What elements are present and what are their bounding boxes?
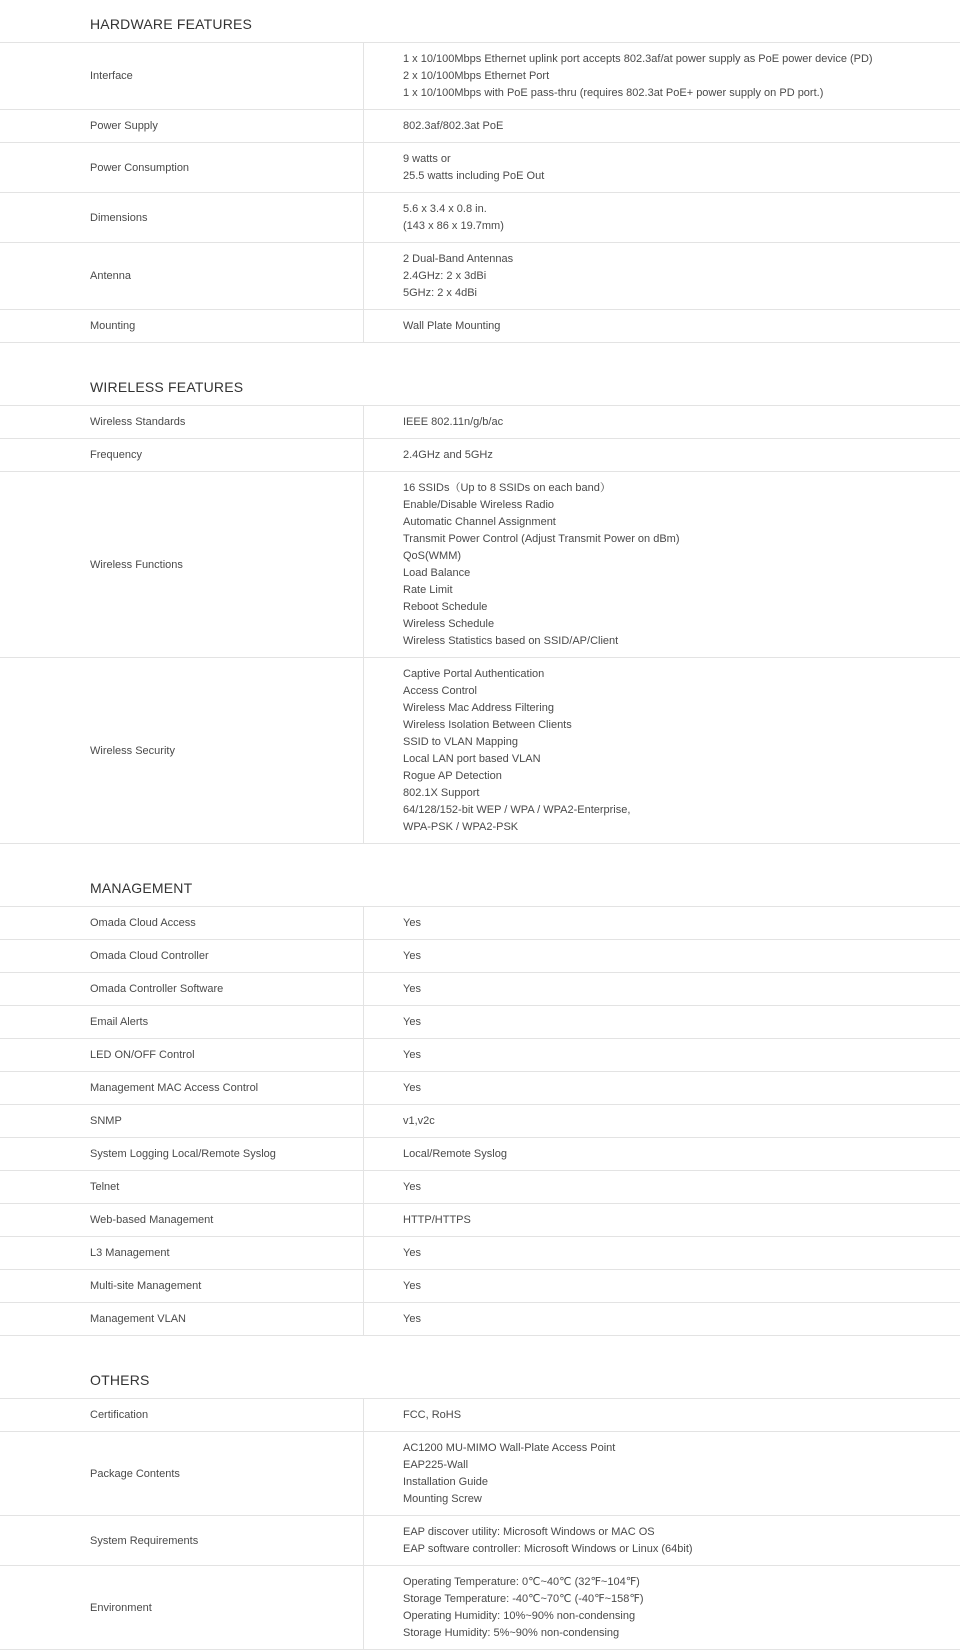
spec-value-line: 1 x 10/100Mbps Ethernet uplink port accepts 802.3af/at power supply as PoE power device (PD) bbox=[403, 52, 873, 65]
spec-row-omada-controller-software bbox=[0, 973, 960, 1006]
spec-value-line: Yes bbox=[403, 1246, 421, 1259]
spec-value-line: Yes bbox=[403, 1048, 421, 1061]
spec-value bbox=[364, 1566, 960, 1649]
spec-row-snmp bbox=[0, 1105, 960, 1138]
spec-value bbox=[364, 1303, 960, 1335]
spec-row-omada-cloud-access bbox=[0, 907, 960, 940]
section-header bbox=[0, 343, 960, 406]
spec-value-line: 25.5 watts including PoE Out bbox=[403, 169, 545, 182]
spec-value-line: EAP225-Wall bbox=[403, 1458, 469, 1471]
spec-row-power-consumption bbox=[0, 143, 960, 193]
section-title: MANAGEMENT bbox=[90, 880, 193, 896]
spec-value-line: Storage Temperature: -40℃~70℃ (-40℉~158℉) bbox=[403, 1592, 644, 1605]
spec-value-line: HTTP/HTTPS bbox=[403, 1213, 471, 1226]
spec-value-line: 802.3af/802.3at PoE bbox=[403, 119, 504, 132]
spec-value-line: Yes bbox=[403, 916, 421, 929]
spec-row-web-based-management bbox=[0, 1204, 960, 1237]
spec-row-wireless-functions bbox=[0, 472, 960, 658]
section-header bbox=[0, 844, 960, 907]
spec-value-line: Rate Limit bbox=[403, 583, 453, 596]
spec-row-management-mac-access-control bbox=[0, 1072, 960, 1105]
spec-value-line: Load Balance bbox=[403, 566, 471, 579]
spec-value bbox=[364, 193, 960, 242]
spec-label: Telnet bbox=[0, 1171, 364, 1203]
spec-label: Power Consumption bbox=[0, 143, 364, 192]
spec-value-line: Automatic Channel Assignment bbox=[403, 515, 556, 528]
spec-value bbox=[364, 1399, 960, 1431]
spec-value bbox=[364, 1072, 960, 1104]
spec-value-line: 2.4GHz and 5GHz bbox=[403, 448, 493, 461]
spec-value bbox=[364, 110, 960, 142]
spec-value-line: 5GHz: 2 x 4dBi bbox=[403, 286, 477, 299]
spec-value-line: Installation Guide bbox=[403, 1475, 488, 1488]
spec-value bbox=[364, 973, 960, 1005]
spec-value-line: Wireless Mac Address Filtering bbox=[403, 701, 554, 714]
spec-section-management bbox=[0, 844, 960, 1336]
spec-value-line: Wireless Isolation Between Clients bbox=[403, 718, 572, 731]
spec-label: Omada Controller Software bbox=[0, 973, 364, 1005]
spec-value bbox=[364, 1138, 960, 1170]
spec-label: Web-based Management bbox=[0, 1204, 364, 1236]
spec-label: Antenna bbox=[0, 243, 364, 309]
spec-row-package-contents bbox=[0, 1432, 960, 1516]
spec-label: SNMP bbox=[0, 1105, 364, 1137]
spec-row-omada-cloud-controller bbox=[0, 940, 960, 973]
spec-value-line: Yes bbox=[403, 1180, 421, 1193]
spec-value-line: Captive Portal Authentication bbox=[403, 667, 545, 680]
spec-label: Dimensions bbox=[0, 193, 364, 242]
spec-row-system-logging-local-remote-syslog bbox=[0, 1138, 960, 1171]
spec-value-line: EAP software controller: Microsoft Windows or Linux (64bit) bbox=[403, 1542, 693, 1555]
spec-row-frequency bbox=[0, 439, 960, 472]
spec-value bbox=[364, 1237, 960, 1269]
spec-label: Omada Cloud Access bbox=[0, 907, 364, 939]
spec-value bbox=[364, 1105, 960, 1137]
spec-value-line: Operating Temperature: 0℃~40℃ (32℉~104℉) bbox=[403, 1575, 640, 1588]
spec-value-line: Yes bbox=[403, 1312, 421, 1325]
spec-value-line: Rogue AP Detection bbox=[403, 769, 502, 782]
spec-row-power-supply bbox=[0, 110, 960, 143]
spec-row-led-on-off-control bbox=[0, 1039, 960, 1072]
spec-section-hardware-features bbox=[0, 0, 960, 343]
spec-value-line: Mounting Screw bbox=[403, 1492, 482, 1505]
spec-label: Management MAC Access Control bbox=[0, 1072, 364, 1104]
spec-row-l3-management bbox=[0, 1237, 960, 1270]
spec-value bbox=[364, 1432, 960, 1515]
spec-value-line: 64/128/152-bit WEP / WPA / WPA2-Enterprise, bbox=[403, 803, 631, 816]
spec-value-line: Transmit Power Control (Adjust Transmit Power on dBm) bbox=[403, 532, 680, 545]
spec-value-line: 16 SSIDs（Up to 8 SSIDs on each band） bbox=[403, 481, 611, 494]
spec-value-line: 2.4GHz: 2 x 3dBi bbox=[403, 269, 487, 282]
spec-section-wireless-features bbox=[0, 343, 960, 844]
spec-value bbox=[364, 43, 960, 109]
spec-value bbox=[364, 439, 960, 471]
spec-value-line: 9 watts or bbox=[403, 152, 451, 165]
spec-label: System Requirements bbox=[0, 1516, 364, 1565]
spec-value-line: 802.1X Support bbox=[403, 786, 480, 799]
section-header bbox=[0, 1336, 960, 1399]
spec-label: Frequency bbox=[0, 439, 364, 471]
section-title: HARDWARE FEATURES bbox=[90, 16, 253, 32]
spec-label: Environment bbox=[0, 1566, 364, 1649]
spec-value-line: 5.6 x 3.4 x 0.8 in. bbox=[403, 202, 487, 215]
spec-label: Interface bbox=[0, 43, 364, 109]
spec-value bbox=[364, 940, 960, 972]
spec-value-line: Yes bbox=[403, 982, 421, 995]
spec-label: Wireless Functions bbox=[0, 472, 364, 657]
spec-value-line: SSID to VLAN Mapping bbox=[403, 735, 518, 748]
spec-label: LED ON/OFF Control bbox=[0, 1039, 364, 1071]
spec-value bbox=[364, 310, 960, 342]
spec-value-line: WPA-PSK / WPA2-PSK bbox=[403, 820, 519, 833]
spec-label: Multi-site Management bbox=[0, 1270, 364, 1302]
spec-value-line: EAP discover utility: Microsoft Windows or MAC OS bbox=[403, 1525, 655, 1538]
spec-value-line: 2 Dual-Band Antennas bbox=[403, 252, 514, 265]
spec-label: L3 Management bbox=[0, 1237, 364, 1269]
spec-value-line: (143 x 86 x 19.7mm) bbox=[403, 219, 504, 232]
spec-value-line: Reboot Schedule bbox=[403, 600, 488, 613]
spec-row-system-requirements bbox=[0, 1516, 960, 1566]
section-title: WIRELESS FEATURES bbox=[90, 379, 244, 395]
spec-value-line: Wireless Statistics based on SSID/AP/Client bbox=[403, 634, 619, 647]
spec-row-dimensions bbox=[0, 193, 960, 243]
spec-label: Wireless Security bbox=[0, 658, 364, 843]
spec-row-environment bbox=[0, 1566, 960, 1650]
spec-value-line: Storage Humidity: 5%~90% non-condensing bbox=[403, 1626, 620, 1639]
spec-value-line: Enable/Disable Wireless Radio bbox=[403, 498, 555, 511]
spec-value-line: Wireless Schedule bbox=[403, 617, 495, 630]
spec-value bbox=[364, 1204, 960, 1236]
spec-value-line: Yes bbox=[403, 1279, 421, 1292]
spec-value bbox=[364, 1270, 960, 1302]
spec-section-others bbox=[0, 1336, 960, 1650]
spec-value-line: FCC, RoHS bbox=[403, 1408, 462, 1421]
spec-row-multi-site-management bbox=[0, 1270, 960, 1303]
spec-label: Mounting bbox=[0, 310, 364, 342]
spec-label: System Logging Local/Remote Syslog bbox=[0, 1138, 364, 1170]
spec-label: Package Contents bbox=[0, 1432, 364, 1515]
spec-value-line: Local/Remote Syslog bbox=[403, 1147, 507, 1160]
spec-row-telnet bbox=[0, 1171, 960, 1204]
spec-value bbox=[364, 1006, 960, 1038]
spec-label: Certification bbox=[0, 1399, 364, 1431]
spec-value-line: 2 x 10/100Mbps Ethernet Port bbox=[403, 69, 550, 82]
spec-value-line: Local LAN port based VLAN bbox=[403, 752, 541, 765]
spec-value-line: AC1200 MU-MIMO Wall-Plate Access Point bbox=[403, 1441, 616, 1454]
spec-value-line: IEEE 802.11n/g/b/ac bbox=[403, 415, 504, 428]
spec-row-wireless-standards bbox=[0, 406, 960, 439]
section-title: OTHERS bbox=[90, 1372, 150, 1388]
spec-label: Email Alerts bbox=[0, 1006, 364, 1038]
spec-row-antenna bbox=[0, 243, 960, 310]
spec-value-line: 1 x 10/100Mbps with PoE pass-thru (requires 802.3at PoE+ power supply on PD port.) bbox=[403, 86, 824, 99]
spec-row-wireless-security bbox=[0, 658, 960, 844]
spec-value-line: v1,v2c bbox=[403, 1114, 435, 1127]
spec-value-line: Wall Plate Mounting bbox=[403, 319, 501, 332]
spec-value bbox=[364, 143, 960, 192]
spec-value-line: Yes bbox=[403, 1081, 421, 1094]
spec-row-interface bbox=[0, 43, 960, 110]
spec-row-certification bbox=[0, 1399, 960, 1432]
spec-value bbox=[364, 1516, 960, 1565]
spec-label: Wireless Standards bbox=[0, 406, 364, 438]
spec-row-email-alerts bbox=[0, 1006, 960, 1039]
spec-value bbox=[364, 1039, 960, 1071]
spec-value bbox=[364, 658, 960, 843]
spec-value bbox=[364, 243, 960, 309]
spec-value bbox=[364, 907, 960, 939]
spec-label: Management VLAN bbox=[0, 1303, 364, 1335]
spec-label: Power Supply bbox=[0, 110, 364, 142]
spec-value-line: Yes bbox=[403, 1015, 421, 1028]
spec-row-mounting bbox=[0, 310, 960, 343]
spec-value-line: Yes bbox=[403, 949, 421, 962]
spec-row-management-vlan bbox=[0, 1303, 960, 1336]
section-header bbox=[0, 0, 960, 43]
spec-value-line: QoS(WMM) bbox=[403, 549, 462, 562]
spec-value-line: Access Control bbox=[403, 684, 477, 697]
spec-value bbox=[364, 1171, 960, 1203]
spec-value bbox=[364, 472, 960, 657]
spec-value bbox=[364, 406, 960, 438]
spec-label: Omada Cloud Controller bbox=[0, 940, 364, 972]
spec-value-line: Operating Humidity: 10%~90% non-condensing bbox=[403, 1609, 636, 1622]
